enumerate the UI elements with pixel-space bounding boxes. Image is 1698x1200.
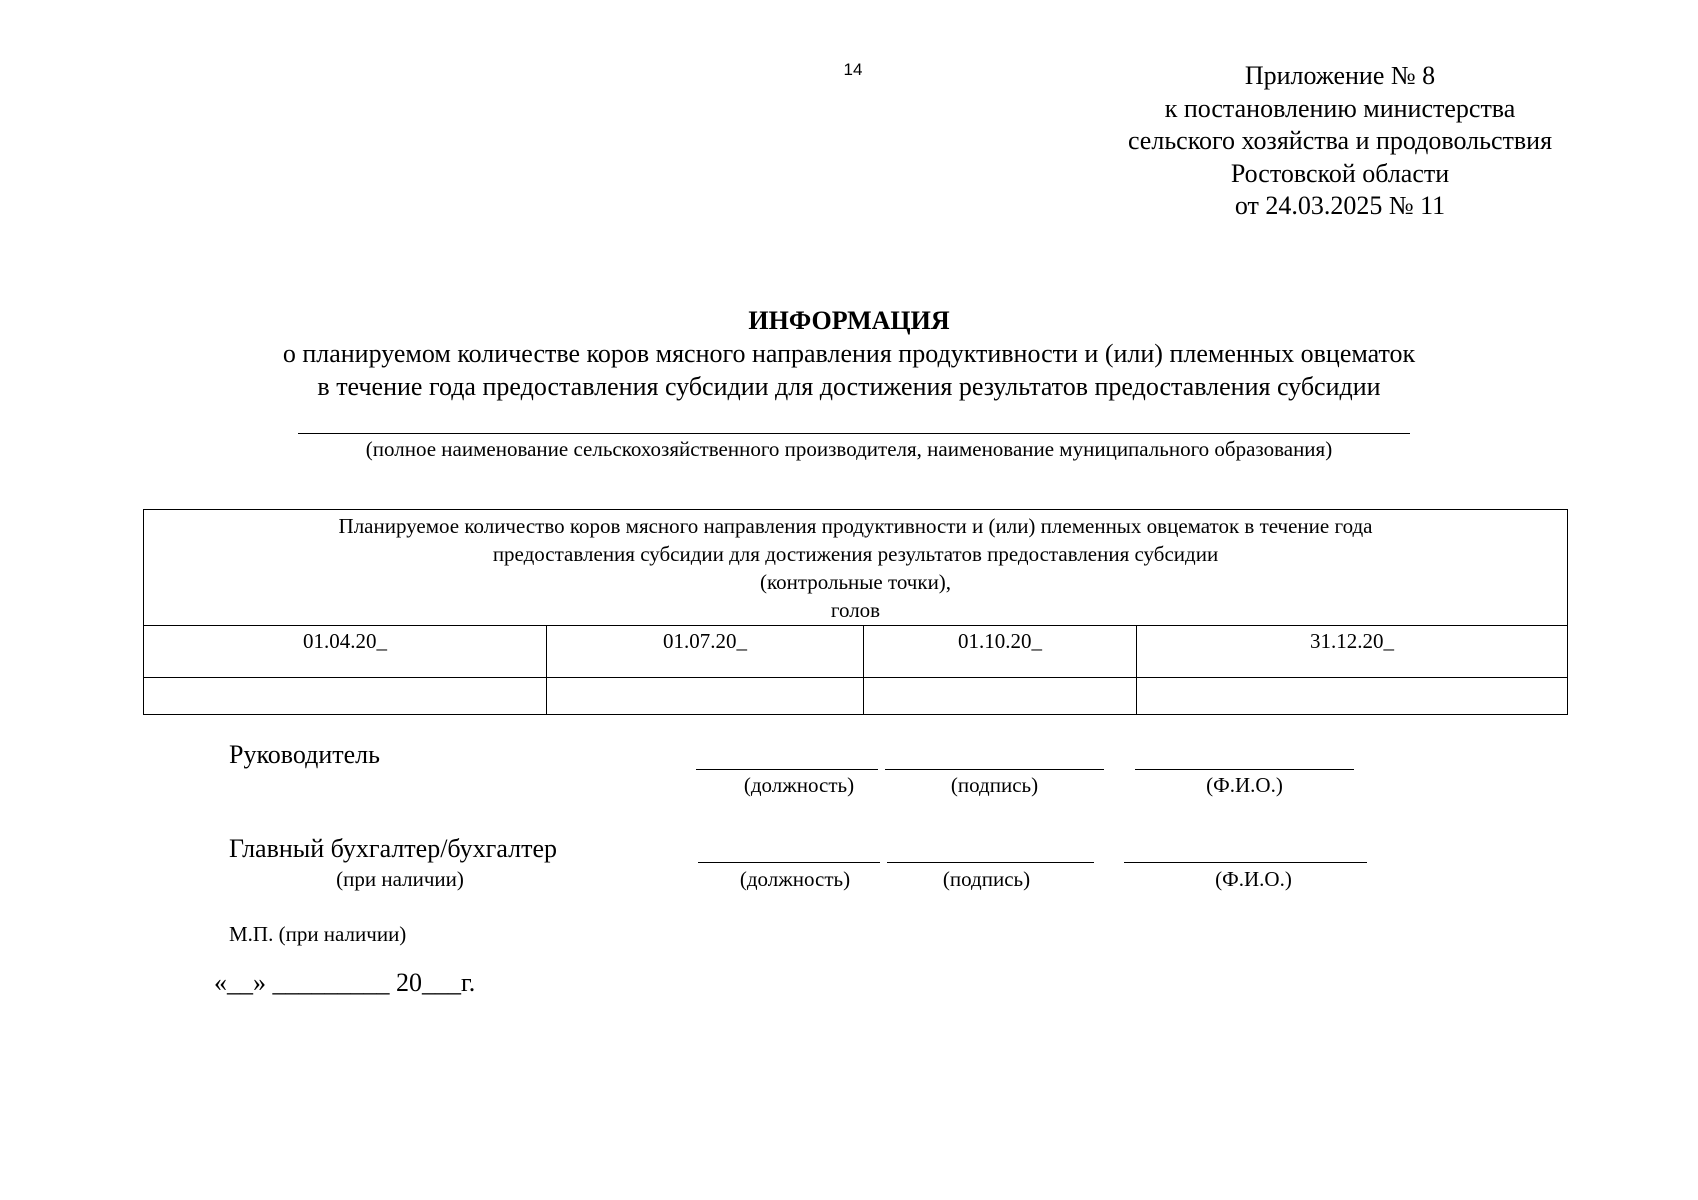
value-cell-q3[interactable] [864, 678, 1137, 715]
date-cell-q2: 01.07.20_ [547, 626, 864, 678]
org-name-caption: (полное наименование сельскохозяйственного производителя, наименование муниципального образования) [365, 437, 1333, 461]
head-label: Руководитель [229, 740, 380, 769]
head-name-caption: (Ф.И.О.) [1206, 773, 1283, 797]
document-subtitle [100, 338, 1598, 403]
org-name-line [298, 433, 1410, 434]
page-number: 14 [843, 60, 863, 79]
stamp-label: М.П. (при наличии) [229, 922, 407, 946]
accountant-signature-line[interactable] [887, 862, 1094, 863]
document-title: ИНФОРМАЦИЯ [748, 306, 950, 335]
plan-table [143, 509, 1568, 715]
accountant-position-caption: (должность) [739, 867, 851, 891]
table-header-row [144, 510, 1568, 626]
accountant-name-caption: (Ф.И.О.) [1215, 867, 1292, 891]
table-header-line: Планируемое количество коров мясного направления продуктивности и (или) племенных овцематок в течение года [338, 514, 1373, 538]
head-name-line[interactable] [1135, 769, 1354, 770]
accountant-signature-caption: (подпись) [942, 867, 1031, 891]
head-signature-line[interactable] [885, 769, 1104, 770]
date-cell-q4: 31.12.20_ [1137, 626, 1568, 678]
accountant-name-line[interactable] [1124, 862, 1367, 863]
head-position-line[interactable] [696, 769, 878, 770]
table-header-line: голов [830, 598, 881, 622]
table-dates-row [144, 626, 1568, 678]
appendix-ref-line: к постановлению министерства [1164, 93, 1516, 123]
table-value-row [144, 678, 1568, 715]
table-header-line: предоставления субсидии для достижения результатов предоставления субсидии [492, 542, 1219, 566]
accountant-sublabel: (при наличии) [336, 867, 464, 891]
head-signature-caption: (подпись) [950, 773, 1039, 797]
appendix-date: от 24.03.2025 № 11 [1234, 191, 1446, 220]
table-header-line: (контрольные точки), [759, 570, 952, 594]
date-cell-q3: 01.10.20_ [864, 626, 1137, 678]
subtitle-line-1: о планируемом количестве коров мясного направления продуктивности и (или) племенных овцематок [282, 339, 1416, 368]
appendix-number: Приложение № 8 [1244, 61, 1436, 90]
table-header-cell [144, 510, 1568, 626]
head-position-caption: (должность) [743, 773, 855, 797]
value-cell-q1[interactable] [144, 678, 547, 715]
accountant-label: Главный бухгалтер/бухгалтер [229, 834, 557, 863]
date-line[interactable]: «__» _________ 20___г. [214, 968, 476, 997]
date-cell-q1: 01.04.20_ [144, 626, 547, 678]
appendix-region: Ростовской области [1230, 158, 1450, 188]
appendix-ministry: сельского хозяйства и продовольствия [1127, 126, 1553, 155]
subtitle-line-2: в течение года предоставления субсидии для достижения результатов предоставления субсидии [317, 371, 1381, 401]
appendix-block [1060, 60, 1620, 223]
accountant-position-line[interactable] [698, 862, 880, 863]
value-cell-q4[interactable] [1137, 678, 1568, 715]
value-cell-q2[interactable] [547, 678, 864, 715]
